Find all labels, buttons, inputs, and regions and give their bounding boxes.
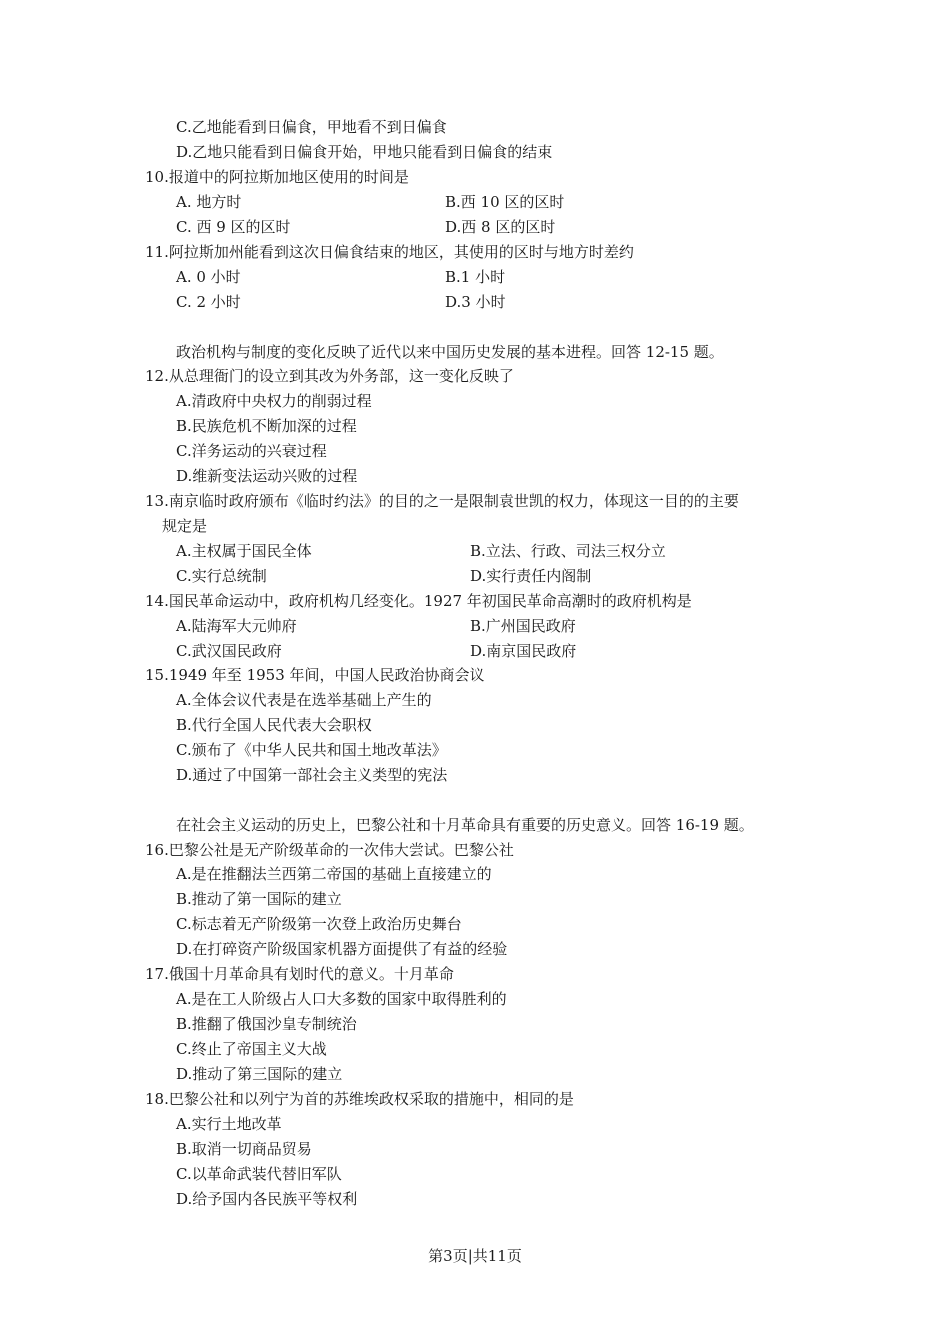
option-line: A.清政府中央权力的削弱过程 [176,392,372,410]
option-line: B.民族危机不断加深的过程 [176,417,357,435]
option-line: B.广州国民政府 [470,617,576,635]
option-line: B.推翻了俄国沙皇专制统治 [176,1015,357,1033]
option-line: C.终止了帝国主义大战 [176,1040,327,1058]
option-line: C. 2 小时 [176,293,241,311]
option-line: D.南京国民政府 [470,642,577,660]
option-line: C.武汉国民政府 [176,642,282,660]
option-line: A.是在工人阶级占人口大多数的国家中取得胜利的 [176,990,507,1008]
option-line: D.西 8 区的区时 [445,218,556,236]
question-11: 11.阿拉斯加州能看到这次日偏食结束的地区，其使用的区时与地方时差约 [145,243,634,261]
option-line: A.实行土地改革 [176,1115,282,1133]
option-line: C.颁布了《中华人民共和国土地改革法》 [176,741,447,759]
option-line: D.维新变法运动兴败的过程 [176,467,358,485]
option-line: B.推动了第一国际的建立 [176,890,342,908]
option-line: C.以革命武装代替旧军队 [176,1165,342,1183]
page-number: 第3页|共11页 [428,1247,522,1265]
option-line: D.实行责任内阁制 [470,567,592,585]
option-line: C.洋务运动的兴衰过程 [176,442,327,460]
question-14: 14.国民革命运动中，政府机构几经变化。1927 年初国民革命高潮时的政府机构是 [145,592,692,610]
option-line: C.实行总统制 [176,567,267,585]
question-17: 17.俄国十月革命具有划时代的意义。十月革命 [145,965,454,983]
section-intro: 在社会主义运动的历史上，巴黎公社和十月革命具有重要的历史意义。回答 16-19 题。 [176,816,754,834]
question-18: 18.巴黎公社和以列宁为首的苏维埃政权采取的措施中，相同的是 [145,1090,574,1108]
question-10: 10.报道中的阿拉斯加地区使用的时间是 [145,168,409,186]
option-line: B.西 10 区的区时 [445,193,565,211]
option-line: D.给予国内各民族平等权利 [176,1190,358,1208]
question-12: 12.从总理衙门的设立到其改为外务部，这一变化反映了 [145,367,514,385]
option-line: C.标志着无产阶级第一次登上政治历史舞台 [176,915,462,933]
option-line: B.取消一切商品贸易 [176,1140,312,1158]
question-13-continuation: 规定是 [162,517,208,535]
option-line: D.乙地只能看到日偏食开始，甲地只能看到日偏食的结束 [176,143,553,161]
option-line: B.立法、行政、司法三权分立 [470,542,666,560]
option-line: D.在打碎资产阶级国家机器方面提供了有益的经验 [176,940,508,958]
option-line: B.代行全国人民代表大会职权 [176,716,372,734]
option-line: D.3 小时 [445,293,506,311]
option-line: A.是在推翻法兰西第二帝国的基础上直接建立的 [176,865,492,883]
option-line: A.全体会议代表是在选举基础上产生的 [176,691,432,709]
option-line: A. 地方时 [176,193,242,211]
option-line: D.通过了中国第一部社会主义类型的宪法 [176,766,448,784]
question-13: 13.南京临时政府颁布《临时约法》的目的之一是限制袁世凯的权力，体现这一目的的主要 [145,492,739,510]
option-line: A.主权属于国民全体 [176,542,312,560]
option-line: C.乙地能看到日偏食，甲地看不到日偏食 [176,118,447,136]
option-line: A. 0 小时 [176,268,241,286]
question-16: 16.巴黎公社是无产阶级革命的一次伟大尝试。巴黎公社 [145,841,514,859]
option-line: D.推动了第三国际的建立 [176,1065,343,1083]
option-line: C. 西 9 区的区时 [176,218,291,236]
section-intro: 政治机构与制度的变化反映了近代以来中国历史发展的基本进程。回答 12-15 题。 [176,343,724,361]
option-line: A.陆海军大元帅府 [176,617,297,635]
option-line: B.1 小时 [445,268,506,286]
question-15: 15.1949 年至 1953 年间，中国人民政治协商会议 [145,666,485,684]
